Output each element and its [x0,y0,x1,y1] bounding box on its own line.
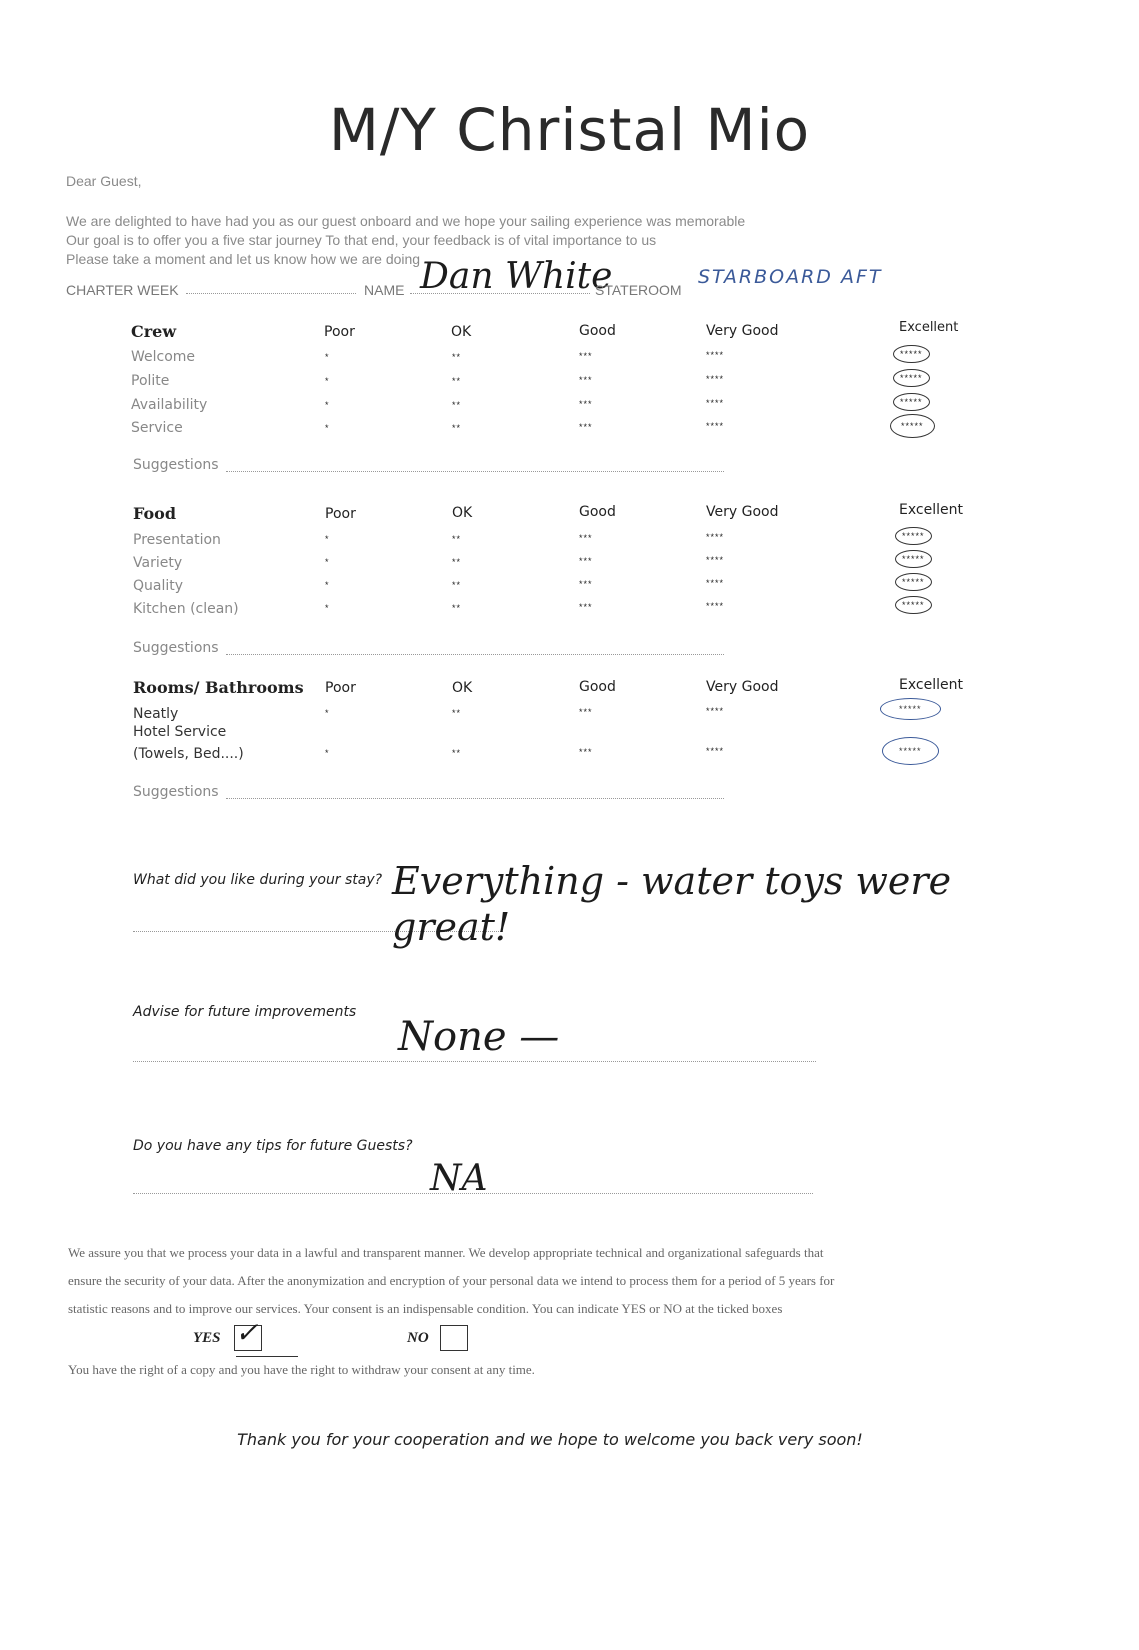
rating-good[interactable]: *** [579,399,593,409]
consent-rights-text: You have the right of a copy and you have the right to withdraw your consent at any time. [68,1362,535,1377]
rating-ok[interactable]: ** [452,580,462,590]
suggestions-label: Suggestions [133,640,219,656]
consent-no-label: NO [407,1330,429,1346]
row-label-service: Service [131,420,183,436]
suggestions-field-rooms[interactable] [226,797,724,799]
section-title-rooms: Rooms/ Bathrooms [133,678,304,697]
rating-excellent-selected[interactable]: ***** [893,369,930,387]
rating-poor[interactable]: * [325,748,330,758]
rating-poor[interactable]: * [325,534,330,544]
question-improvements-label: Advise for future improvements [133,1004,357,1020]
row-label-neatly: Neatly [133,706,179,722]
greeting: Dear Guest, [66,173,142,189]
col-head-ok: OK [452,505,473,521]
rating-very-good[interactable]: **** [706,746,725,756]
rating-very-good[interactable]: **** [706,532,725,542]
rating-very-good[interactable]: **** [706,601,725,611]
rating-good[interactable]: *** [579,375,593,385]
rating-excellent-selected[interactable]: ***** [895,550,932,568]
row-label-towels-bed: (Towels, Bed....) [133,746,244,762]
rating-good[interactable]: *** [579,747,593,757]
col-head-very-good: Very Good [706,504,779,520]
consent-line: ensure the security of your data. After the anonymization and encryption of your personal data we intend to process them for a period of 5 years for [68,1273,835,1288]
intro-line: Please take a moment and let us know how we are doing [66,251,421,267]
rating-very-good[interactable]: **** [706,374,725,384]
rating-very-good[interactable]: **** [706,350,725,360]
suggestions-field-food[interactable] [226,653,724,655]
rating-ok[interactable]: ** [452,708,462,718]
rating-good[interactable]: *** [579,579,593,589]
row-label-variety: Variety [133,555,183,571]
rating-good[interactable]: *** [579,707,593,717]
rating-very-good[interactable]: **** [706,555,725,565]
charter-week-field[interactable] [186,292,356,294]
row-label-polite: Polite [131,373,170,389]
rating-good[interactable]: *** [579,533,593,543]
question-liked-answer[interactable]: Everything - water toys were great! [392,859,952,949]
consent-line: We assure you that we process your data in a lawful and transparent manner. We develop appropriate technical and organizational safeguards that [68,1245,824,1260]
form-title: M/Y Christal Mio [328,96,811,164]
rating-poor[interactable]: * [325,603,330,613]
suggestions-label: Suggestions [133,784,219,800]
col-head-excellent: Excellent [899,320,959,335]
rating-excellent-selected[interactable]: ***** [890,414,935,438]
rating-good[interactable]: *** [579,602,593,612]
section-title-crew: Crew [131,322,177,341]
rating-good[interactable]: *** [579,351,593,361]
rating-very-good[interactable]: **** [706,421,725,431]
col-head-poor: Poor [325,506,356,522]
rating-poor[interactable]: * [325,400,330,410]
col-head-good: Good [579,504,616,520]
col-head-very-good: Very Good [706,323,779,339]
col-head-good: Good [579,323,616,339]
rating-excellent-selected[interactable]: ***** [882,737,939,765]
answer-underline [133,1060,816,1062]
rating-good[interactable]: *** [579,556,593,566]
col-head-ok: OK [451,324,472,340]
consent-no-checkbox[interactable] [440,1325,468,1351]
rating-excellent-selected[interactable]: ***** [895,527,932,545]
col-head-very-good: Very Good [706,679,779,695]
rating-good[interactable]: *** [579,422,593,432]
intro-line: We are delighted to have had you as our guest onboard and we hope your sailing experience was memorable [66,213,746,229]
question-tips-answer[interactable]: NA [430,1158,488,1199]
row-label-hotel-service: Hotel Service [133,724,227,740]
col-head-poor: Poor [324,324,355,340]
rating-poor[interactable]: * [325,352,330,362]
stateroom-label: STATEROOM [595,282,682,298]
rating-very-good[interactable]: **** [706,398,725,408]
consent-text [68,1239,1038,1323]
row-label-presentation: Presentation [133,532,221,548]
intro-line: Our goal is to offer you a five star journey To that end, your feedback is of vital importance to us [66,232,657,248]
rating-poor[interactable]: * [325,580,330,590]
col-head-excellent: Excellent [899,677,963,693]
rating-very-good[interactable]: **** [706,578,725,588]
row-label-quality: Quality [133,578,184,594]
rating-excellent-selected[interactable]: ***** [893,393,930,411]
rating-ok[interactable]: ** [452,352,462,362]
rating-excellent-selected[interactable]: ***** [895,596,932,614]
consent-yes-checkbox[interactable] [234,1316,262,1351]
closing-message: Thank you for your cooperation and we hope to welcome you back very soon! [237,1430,863,1449]
col-head-excellent: Excellent [899,502,963,518]
question-improvements-answer[interactable]: None — [398,1014,560,1060]
question-tips-label: Do you have any tips for future Guests? [133,1138,413,1154]
rating-poor[interactable]: * [325,708,330,718]
stateroom-field[interactable]: STARBOARD AFT [698,266,883,288]
row-label-welcome: Welcome [131,349,196,365]
consent-line: statistic reasons and to improve our services. Your consent is an indispensable condition. You can indicate YES or NO at the ticked boxes [68,1301,783,1316]
row-label-kitchen: Kitchen (clean) [133,601,239,617]
rating-excellent-selected[interactable]: ***** [880,698,941,720]
suggestions-label: Suggestions [133,457,219,473]
rating-ok[interactable]: ** [452,423,462,433]
section-title-food: Food [133,504,177,523]
name-label: NAME [364,282,405,298]
question-liked-label: What did you like during your stay? [133,872,383,888]
col-head-good: Good [579,679,616,695]
rating-ok[interactable]: ** [452,376,462,386]
col-head-poor: Poor [325,680,356,696]
checkbox-underline [236,1356,298,1357]
rating-ok[interactable]: ** [452,603,462,613]
rating-ok[interactable]: ** [452,400,462,410]
rating-ok[interactable]: ** [452,534,462,544]
rating-excellent-selected[interactable]: ***** [895,573,932,591]
charter-week-label: CHARTER WEEK [66,282,179,298]
check-mark-icon: ✓ [235,1316,259,1349]
rating-poor[interactable]: * [325,557,330,567]
rating-excellent-selected[interactable]: ***** [893,345,930,363]
rating-ok[interactable]: ** [452,748,462,758]
name-field[interactable]: Dan White [420,256,613,297]
row-label-availability: Availability [131,397,208,413]
rating-poor[interactable]: * [325,376,330,386]
rating-poor[interactable]: * [325,423,330,433]
suggestions-field-crew[interactable] [226,470,724,472]
rating-ok[interactable]: ** [452,557,462,567]
rating-very-good[interactable]: **** [706,706,725,716]
consent-yes-label: YES [193,1330,221,1346]
col-head-ok: OK [452,680,473,696]
